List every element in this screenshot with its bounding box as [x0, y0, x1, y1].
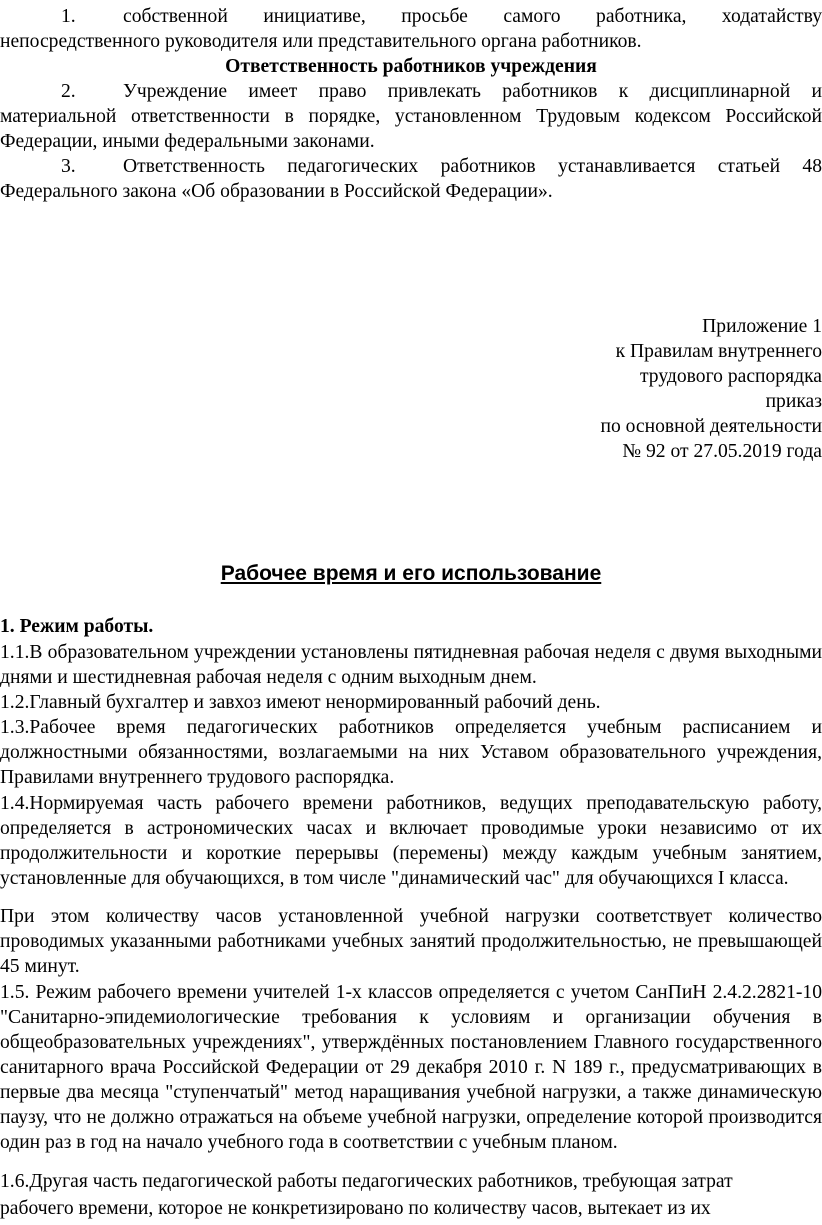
- intro-item-2: [0, 79, 822, 154]
- paragraph-1-4: 1.4.Нормируемая часть рабочего времени работников, ведущих преподавательскую работу, определяется в астрономических часах и включает проводимые уроки независимо от их продолжительности и короткие перерывы (перемены) между каждым учебным занятием, установленные для обучающихся, в том числе "динамический час" для обучающихся I класса.: [0, 793, 822, 889]
- appendix-line-3: трудового распорядка: [640, 366, 822, 387]
- appendix-line-2: к Правилам внутреннего: [615, 341, 822, 362]
- responsibility-heading: Ответственность работников учреждения: [225, 56, 597, 77]
- section-1-heading: 1. Режим работы.: [0, 616, 154, 637]
- intro-item-2-number: 2.: [61, 81, 76, 102]
- main-title: Рабочее время и его использование: [220, 562, 602, 585]
- intro-item-3-number: 3.: [61, 156, 76, 177]
- intro-item-1: [0, 4, 822, 54]
- paragraph-1-5: 1.5. Режим рабочего времени учителей 1-х классов определяется с учетом СанПиН 2.4.2.2821-10 "Санитарно-эпидемиологические требования к условиям и организации обучения в общеобразовательных учреждениях", утверждённых постановлением Главного государственного санитарного врача Российской Федерации от 29 декабря 2010 г. N 189 г., предусматривающих в первые два месяца "ступенчатый" метод наращивания учебной нагрузки, а также динамическую паузу, что не должно отражаться на объеме учебной нагрузки, определение которой производится один раз в год на начало учебного года в соответствии с учебным планом.: [0, 982, 822, 1153]
- intro-item-2-text: Учреждение имеет право привлекать работников к дисциплинарной и материальной ответственности в порядке, установленном Трудовым кодексом Российской Федерации, иными федеральными законами.: [0, 81, 822, 152]
- intro-item-3-text: Ответственность педагогических работников устанавливается статьей 48 Федерального закона «Об образовании в Российской Федерации».: [0, 156, 822, 202]
- intro-item-1-text: собственной инициативе, просьбе самого работника, ходатайству непосредственного руководителя или представительного органа работников.: [0, 6, 822, 52]
- paragraph-1-6-line-2: рабочего времени, которое не конкретизировано по количеству часов, вытекает из их: [0, 1198, 711, 1219]
- paragraph-1-6-line-1: 1.6.Другая часть педагогической работы педагогических работников, требующая затрат: [0, 1171, 733, 1192]
- paragraph-1-3: 1.3.Рабочее время педагогических работников определяется учебным расписанием и должностными обязанностями, возлагаемыми на них Уставом образовательного учреждения, Правилами внутреннего трудового распорядка.: [0, 717, 822, 788]
- appendix-line-5: по основной деятельности: [600, 416, 822, 437]
- paragraph-1-4-continued: При этом количеству часов установленной учебной нагрузки соответствует количество проводимых указанными работниками учебных занятий продолжительностью, не превышающей 45 минут.: [0, 906, 822, 977]
- appendix-block: [492, 314, 822, 464]
- paragraph-1-2: 1.2.Главный бухгалтер и завхоз имеют ненормированный рабочий день.: [0, 692, 601, 713]
- intro-item-3: [0, 154, 822, 204]
- appendix-line-4: приказ: [765, 391, 822, 412]
- appendix-line-6: № 92 от 27.05.2019 года: [622, 441, 822, 462]
- intro-item-1-number: 1.: [61, 6, 76, 27]
- paragraph-1-1: 1.1.В образовательном учреждении установлены пятидневная рабочая неделя с двумя выходными днями и шестидневная рабочая неделя с одним выходным днем.: [0, 642, 822, 688]
- appendix-line-1: Приложение 1: [702, 316, 822, 337]
